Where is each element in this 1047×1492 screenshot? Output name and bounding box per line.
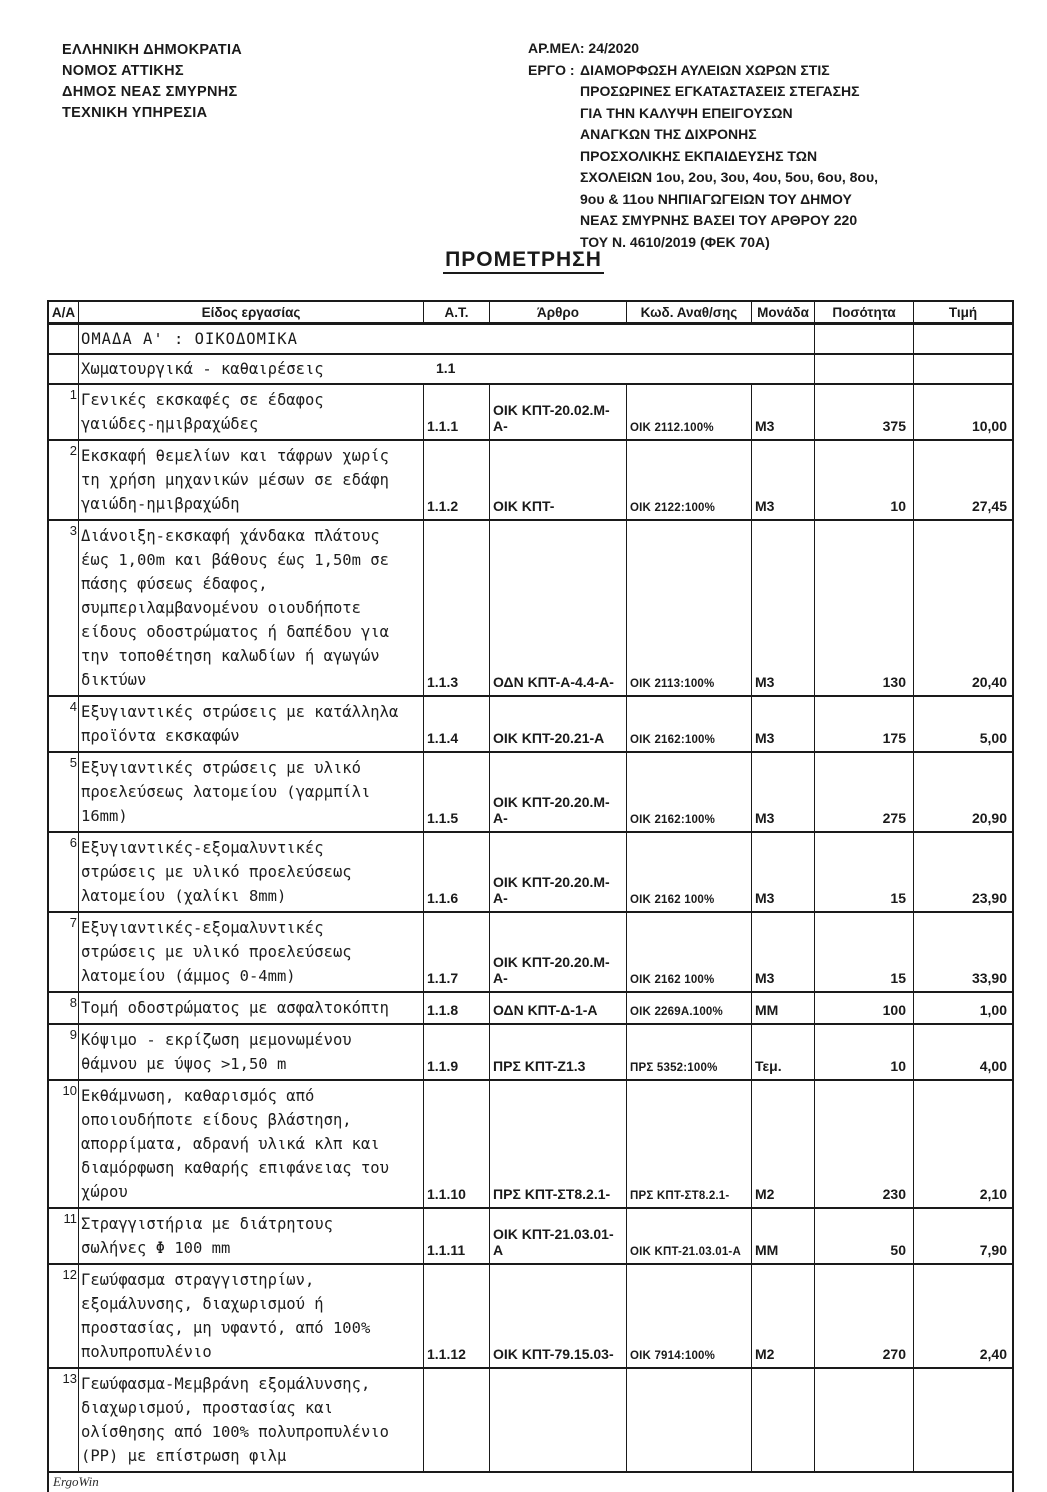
col-header-aa: Α/Α: [49, 302, 79, 322]
description-line: την τοποθέτηση καλωδίων ή αγωγών: [81, 647, 380, 665]
col-header-price: Τιμή: [948, 305, 978, 320]
project-title-line: 9ου & 11ου ΝΗΠΙΑΓΩΓΕΙΩΝ ΤΟΥ ΔΗΜΟΥ: [580, 190, 852, 207]
cell-quantity: 100: [815, 993, 914, 1023]
cell-quantity: 275: [815, 753, 914, 831]
cell-revision-code: ΠΡΣ ΚΠΤ-ΣΤ8.2.1-: [627, 1081, 752, 1207]
cell-unit: Μ3: [752, 913, 815, 991]
cell-aa: 4: [49, 697, 79, 751]
cell-unit: Μ3: [752, 753, 815, 831]
cell-article: ΟΙΚ ΚΠΤ-: [490, 441, 627, 519]
description-line: στρώσεις με υλικό προελεύσεως: [81, 863, 352, 881]
cell-aa: 8: [49, 993, 79, 1023]
cell-price: [914, 325, 1012, 353]
cell-price: 5,00: [979, 730, 1007, 746]
cell-article: ΟΙΚ ΚΠΤ-79.15.03-: [490, 1265, 627, 1367]
cell-article: ΟΙΚ ΚΠΤ-20.02.Μ-Α-: [490, 385, 627, 439]
authority-line: ΔΗΜΟΣ ΝΕΑΣ ΣΜΥΡΝΗΣ: [62, 84, 238, 100]
cell-unit: Μ3: [752, 385, 815, 439]
cell-at: 1.1.3: [424, 521, 490, 695]
cell-aa: 1: [49, 385, 79, 439]
project-title-line: ΣΧΟΛΕΙΩΝ 1ου, 2ου, 3ου, 4ου, 5ου, 6ου, 8ου,: [580, 169, 879, 185]
cell-aa: 9: [49, 1025, 79, 1079]
description-line: χώρου: [81, 1183, 128, 1201]
cell-unit: Τεμ.: [752, 1025, 815, 1079]
table-row: [49, 1369, 1012, 1473]
cell-article: ΟΔΝ ΚΠΤ-Δ-1-Α: [490, 993, 627, 1023]
col-header-quantity: Ποσότητα: [815, 302, 914, 322]
description-line: (ΡΡ) με επίστρωση φιλμ: [81, 1447, 287, 1465]
cell-at: 1.1.11: [424, 1209, 490, 1263]
cell-quantity: 10: [815, 1025, 914, 1079]
cell-aa: 12: [49, 1265, 79, 1367]
table-row: [49, 913, 1012, 993]
project-title-line: ΓΙΑ ΤΗΝ ΚΑΛΥΨΗ ΕΠΕΙΓΟΥΣΩΝ: [580, 104, 793, 121]
description-line: πολυπροπυλένιο: [81, 1343, 212, 1361]
description-line: Γεωύφασμα στραγγιστηρίων,: [81, 1271, 315, 1289]
table-row: [49, 1025, 1012, 1081]
cell-revision-code: ΟΙΚ 2269Α.100%: [627, 993, 752, 1023]
project-label: ΕΡΓΟ :: [528, 61, 575, 78]
authority-line: ΝΟΜΟΣ ΑΤΤΙΚΗΣ: [62, 63, 184, 79]
cell-at: 1.1.1: [424, 385, 490, 439]
cell-revision-code: ΟΙΚ ΚΠΤ-21.03.01-Α: [627, 1209, 752, 1263]
cell-description: [79, 1025, 424, 1079]
cell-revision-code: ΟΙΚ 2113:100%: [627, 521, 752, 695]
cell-aa: 2: [49, 441, 79, 519]
description-line: στρώσεις με υλικό προελεύσεως: [81, 943, 352, 961]
cell-aa: 11: [49, 1209, 79, 1263]
description-line: Εξυγιαντικές στρώσεις με κατάλληλα: [81, 703, 399, 721]
cell-aa: 13: [49, 1369, 79, 1471]
cell-description: [79, 1265, 424, 1367]
cell-description: [79, 441, 424, 519]
table-row: [49, 441, 1012, 521]
project-title-line: ΑΝΑΓΚΩΝ ΤΗΣ ΔΙΧΡΟΝΗΣ: [580, 126, 757, 142]
cell-price: 2,40: [979, 1346, 1007, 1362]
description-line: γαιώδη-ημιβραχώδη: [81, 495, 240, 513]
description-line: Κόψιμο - εκρίζωση μεμονωμένου: [81, 1031, 352, 1049]
section-row: [49, 355, 1012, 385]
cell-quantity: 15: [815, 913, 914, 991]
cell-description: [79, 993, 424, 1023]
cell-quantity: 130: [815, 521, 914, 695]
table-row: [49, 697, 1012, 753]
cell-unit: Μ3: [752, 833, 815, 911]
table-row: [49, 385, 1012, 441]
cell-quantity: 270: [815, 1265, 914, 1367]
project-title-line: ΔΙΑΜΟΡΦΩΣΗ ΑΥΛΕΙΩΝ ΧΩΡΩΝ ΣΤΙΣ: [580, 61, 830, 78]
cell-at: 1.1.8: [424, 993, 490, 1023]
description-line: γαιώδες-ημιβραχώδες: [81, 415, 259, 433]
table-row: [49, 521, 1012, 697]
table-row: [49, 1265, 1012, 1369]
description-line: εξομάλυνσης, διαχωρισμού ή: [81, 1295, 324, 1313]
table-row: [49, 993, 1012, 1025]
project-title-lines: [580, 60, 998, 254]
cell-revision-code: ΟΙΚ 2162 100%: [627, 833, 752, 911]
table-header-row: [49, 302, 1012, 325]
description-line: έως 1,00m και βάθους έως 1,50m σε: [81, 551, 389, 569]
description-line: Εξυγιαντικές-εξομαλυντικές: [81, 919, 324, 937]
description-line: Στραγγιστήρια με διάτρητους: [81, 1215, 333, 1233]
cell-unit: Μ3: [752, 697, 815, 751]
group-title-cell: [79, 325, 815, 353]
description-line: διαχωρισμού, προστασίας και: [81, 1399, 333, 1417]
col-header-worktype: Είδος εργασίας: [79, 302, 424, 322]
description-line: Γενικές εκσκαφές σε έδαφος: [81, 391, 324, 409]
cell-article: ΠΡΣ ΚΠΤ-Ζ1.3: [490, 1025, 627, 1079]
ergowin-watermark: ErgoWin: [53, 1474, 99, 1489]
cell-price: [914, 1369, 1012, 1471]
table-row: [49, 1081, 1012, 1209]
description-line: 16mm): [81, 807, 128, 825]
cell-price: 20,90: [971, 810, 1007, 826]
description-line: προϊόντα εκσκαφών: [81, 727, 240, 745]
col-header-revcode: Κωδ. Αναθ/σης: [627, 302, 752, 322]
cell-aa: 5: [49, 753, 79, 831]
cell-at: [424, 1369, 490, 1471]
cell-price: 1,00: [979, 1002, 1007, 1018]
cell-at: 1.1.9: [424, 1025, 490, 1079]
cell-unit: [752, 1369, 815, 1471]
cell-description: [79, 753, 424, 831]
cell-unit: Μ2: [752, 1265, 815, 1367]
description-line: λατομείου (άμμος 0-4mm): [81, 967, 296, 985]
cell-price: 2,10: [979, 1186, 1007, 1202]
cell-unit: ΜΜ: [752, 1209, 815, 1263]
project-info-block: [528, 38, 998, 253]
cell-at: 1.1.6: [424, 833, 490, 911]
cell-at: 1.1.10: [424, 1081, 490, 1207]
cell-price: 33,90: [971, 970, 1007, 986]
description-line: ολίσθησης από 100% πολυπροπυλένιο: [81, 1423, 389, 1441]
section-title-cell: [79, 355, 815, 383]
cell-description: [79, 1369, 424, 1471]
cell-article: [490, 1369, 627, 1471]
page-title-text: ΠΡΟΜΕΤΡΗΣΗ: [443, 248, 604, 274]
authority-line: ΕΛΛΗΝΙΚΗ ΔΗΜΟΚΡΑΤΙΑ: [62, 42, 243, 58]
group-title: ΟΜΑΔΑ Α' : ΟΙΚΟΔΟΜΙΚΑ: [81, 330, 298, 348]
cell-article: ΟΙΚ ΚΠΤ-20.20.Μ-Α-: [490, 753, 627, 831]
cell-aa: 7: [49, 913, 79, 991]
table-row: [49, 753, 1012, 833]
cell-price: [914, 355, 1012, 383]
cell-price: 27,45: [971, 498, 1007, 514]
cell-aa: 10: [49, 1081, 79, 1207]
cell-at: 1.1.5: [424, 753, 490, 831]
cell-revision-code: ΟΙΚ 7914:100%: [627, 1265, 752, 1367]
project-title-line: ΠΡΟΣΩΡΙΝΕΣ ΕΓΚΑΤΑΣΤΑΣΕΙΣ ΣΤΕΓΑΣΗΣ: [580, 83, 860, 99]
project-title-line: ΤΟΥ Ν. 4610/2019 (ΦΕΚ 70Α): [580, 233, 770, 250]
cell-revision-code: ΟΙΚ 2162:100%: [627, 753, 752, 831]
group-row: [49, 325, 1012, 355]
cell-unit: Μ3: [752, 441, 815, 519]
description-line: συμπεριλαμβανομένου οιουδήποτε: [81, 599, 361, 617]
description-line: Εξυγιαντικές στρώσεις με υλικό: [81, 759, 361, 777]
description-line: είδους οδοστρώματος ή δαπέδου για: [81, 623, 389, 641]
cell-price: 7,90: [979, 1242, 1007, 1258]
cell-unit: ΜΜ: [752, 993, 815, 1023]
project-title-line: ΝΕΑΣ ΣΜΥΡΝΗΣ ΒΑΣΕΙ ΤΟΥ ΑΡΘΡΟΥ 220: [580, 212, 858, 228]
cell-revision-code: ΟΙΚ 2162 100%: [627, 913, 752, 991]
project-title: [528, 60, 998, 254]
description-line: σωλήνες Φ 100 mm: [81, 1239, 231, 1257]
cell-article: ΟΙΚ ΚΠΤ-20.20.Μ-Α-: [490, 833, 627, 911]
authority-line: ΤΕΧΝΙΚΗ ΥΠΗΡΕΣΙΑ: [62, 105, 208, 121]
description-line: Γεωύφασμα-Μεμβράνη εξομάλυνσης,: [81, 1375, 371, 1393]
cell-quantity: 230: [815, 1081, 914, 1207]
issuing-authority-block: [62, 40, 242, 124]
cell-description: [79, 833, 424, 911]
page-title: [0, 248, 1047, 272]
cell-quantity: 50: [815, 1209, 914, 1263]
cell-at: 1.1.7: [424, 913, 490, 991]
cell-description: [79, 697, 424, 751]
cell-quantity: [815, 1369, 914, 1471]
quantity-survey-table: [47, 300, 1014, 1492]
cell-article: ΟΙΚ ΚΠΤ-20.21-Α: [490, 697, 627, 751]
description-line: οποιουδήποτε είδους βλάστηση,: [81, 1111, 352, 1129]
cell-revision-code: [627, 1369, 752, 1471]
cell-revision-code: ΠΡΣ 5352:100%: [627, 1025, 752, 1079]
description-line: λατομείου (χαλίκι 8mm): [81, 887, 287, 905]
description-line: Διάνοιξη-εκσκαφή χάνδακα πλάτους: [81, 527, 380, 545]
cell-price: 10,00: [971, 418, 1007, 434]
cell-article: ΠΡΣ ΚΠΤ-ΣΤ8.2.1-: [490, 1081, 627, 1207]
table-row: [49, 1209, 1012, 1265]
cell-price: 20,40: [971, 674, 1007, 690]
cell-quantity: [815, 355, 914, 383]
cell-aa: 6: [49, 833, 79, 911]
cell-article: ΟΙΚ ΚΠΤ-21.03.01-Α: [490, 1209, 627, 1263]
description-line: θάμνου με ύψος >1,50 m: [81, 1055, 287, 1073]
project-title-line: ΠΡΟΣΧΟΛΙΚΗΣ ΕΚΠΑΙΔΕΥΣΗΣ ΤΩΝ: [580, 147, 818, 164]
description-line: απορρίματα, αδρανή υλικά κλπ και: [81, 1135, 380, 1153]
cell-revision-code: ΟΙΚ 2112.100%: [627, 385, 752, 439]
cell-at: 1.1.12: [424, 1265, 490, 1367]
cell-article: ΟΔΝ ΚΠΤ-Α-4.4-Α-: [490, 521, 627, 695]
cell-quantity: 175: [815, 697, 914, 751]
cell-revision-code: ΟΙΚ 2162:100%: [627, 697, 752, 751]
cell-at: 1.1.4: [424, 697, 490, 751]
cell-description: [79, 913, 424, 991]
col-header-unit: Μονάδα: [752, 302, 815, 322]
description-line: προστασίας, μη υφαντό, από 100%: [81, 1319, 371, 1337]
cell-price: 4,00: [979, 1058, 1007, 1074]
cell-description: [79, 1081, 424, 1207]
section-at-number: 1.1: [436, 360, 456, 376]
cell-quantity: [815, 325, 914, 353]
cell-description: [79, 385, 424, 439]
cell-unit: Μ2: [752, 1081, 815, 1207]
cell-quantity: 10: [815, 441, 914, 519]
cell-revision-code: ΟΙΚ 2122:100%: [627, 441, 752, 519]
cell-quantity: 15: [815, 833, 914, 911]
description-line: Εξυγιαντικές-εξομαλυντικές: [81, 839, 324, 857]
cell-quantity: 375: [815, 385, 914, 439]
description-line: τη χρήση μηχανικών μέσων σε εδάφη: [81, 471, 389, 489]
description-line: Τομή οδοστρώματος με ασφαλτοκόπτη: [81, 999, 389, 1017]
cell-description: [79, 521, 424, 695]
cell-price: 23,90: [971, 890, 1007, 906]
section-title: Χωματουργικά - καθαιρέσεις: [81, 360, 324, 378]
study-number: ΑΡ.ΜΕΛ: 24/2020: [528, 40, 640, 56]
description-line: Εκθάμνωση, καθαρισμός από: [81, 1087, 315, 1105]
description-line: διαμόρφωση καθαρής επιφάνειας του: [81, 1159, 389, 1177]
description-line: δικτύων: [81, 671, 147, 689]
cell-aa: [49, 355, 79, 383]
cell-aa: 3: [49, 521, 79, 695]
cell-at: 1.1.2: [424, 441, 490, 519]
description-line: προελεύσεως λατομείου (γαρμπίλι: [81, 783, 371, 801]
description-line: Εκσκαφή θεμελίων και τάφρων χωρίς: [81, 447, 389, 465]
table-body: [49, 325, 1012, 1473]
table-row: [49, 833, 1012, 913]
cell-description: [79, 1209, 424, 1263]
col-header-article: Άρθρο: [490, 302, 627, 322]
cell-unit: Μ3: [752, 521, 815, 695]
cell-article: ΟΙΚ ΚΠΤ-20.20.Μ-Α-: [490, 913, 627, 991]
col-header-at: Α.Τ.: [424, 302, 490, 322]
cell-aa: [49, 325, 79, 353]
description-line: πάσης φύσεως έδαφος,: [81, 575, 268, 593]
